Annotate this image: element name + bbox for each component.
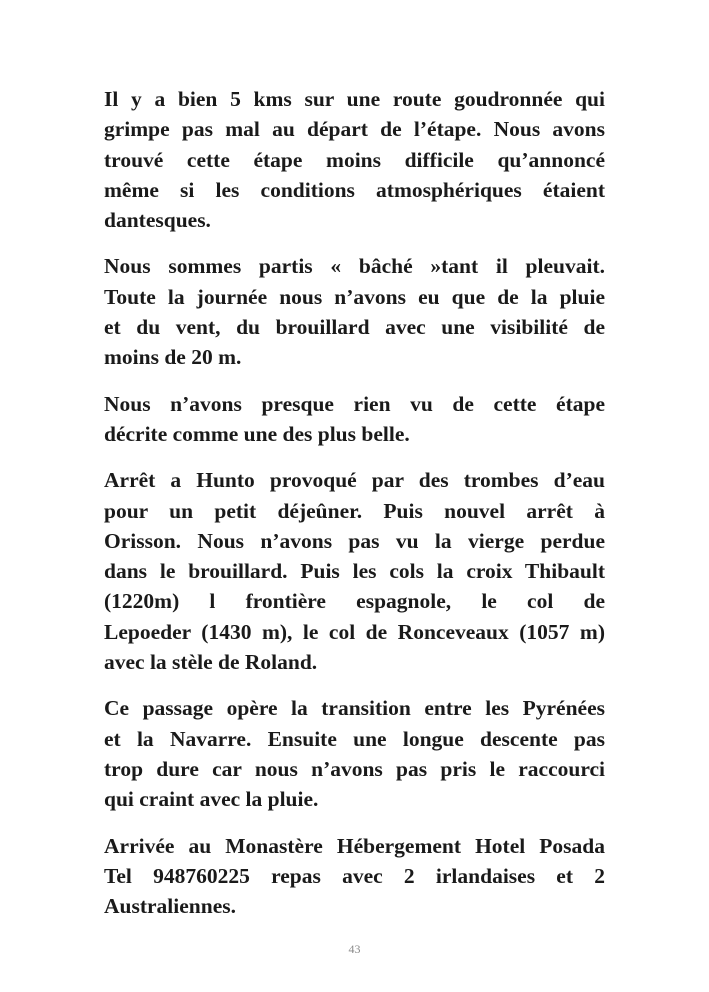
text-line: et la Navarre. Ensuite une longue descente pas (104, 726, 605, 751)
text-line: Tel 948760225 repas avec 2 irlandaises et 2 (104, 863, 605, 888)
text-line: trop dure car nous n’avons pas pris le raccourci (104, 756, 605, 781)
paragraph-6 (104, 831, 605, 922)
text-line: Toute la journée nous n’avons eu que de la pluie (104, 284, 605, 309)
text-line: dans le brouillard. Puis les cols la croix Thibault (104, 559, 605, 584)
text-line: Nous sommes partis « bâché »tant il pleuvait. (104, 254, 605, 279)
text-line: Arrivée au Monastère Hébergement Hotel Posada (104, 833, 605, 858)
text-line: Ce passage opère la transition entre les Pyrénées (104, 696, 605, 721)
text-line: pour un petit déjeûner. Puis nouvel arrêt à (104, 498, 605, 523)
text-line: (1220m) l frontière espagnole, le col de (104, 589, 605, 614)
text-line: Arrêt a Hunto provoqué par des trombes d’eau (104, 468, 605, 493)
text-line: Orisson. Nous n’avons pas vu la vierge perdue (104, 528, 605, 553)
text-line: qui craint avec la pluie. (104, 787, 319, 812)
paragraph-2 (104, 251, 605, 372)
paragraph-3 (104, 389, 605, 450)
paragraph-4 (104, 465, 605, 677)
body-text (104, 84, 605, 937)
text-line: Australiennes. (104, 894, 236, 919)
text-line: trouvé cette étape moins difficile qu’annoncé (104, 147, 605, 172)
text-line: grimpe pas mal au départ de l’étape. Nous avons (104, 117, 605, 142)
text-line: dantesques. (104, 208, 211, 233)
text-line: même si les conditions atmosphériques étaient (104, 177, 605, 202)
paragraph-5 (104, 693, 605, 814)
text-line: avec la stèle de Roland. (104, 650, 318, 675)
text-line: Nous n’avons presque rien vu de cette étape (104, 391, 605, 416)
text-line: Lepoeder (1430 m), le col de Ronceveaux (1057 m) (104, 619, 605, 644)
text-line: moins de 20 m. (104, 345, 242, 370)
paragraph-1 (104, 84, 605, 235)
text-line: décrite comme une des plus belle. (104, 421, 410, 446)
page-number: 43 (348, 942, 361, 956)
text-line: Il y a bien 5 kms sur une route goudronnée qui (104, 87, 605, 111)
text-line: et du vent, du brouillard avec une visibilité de (104, 315, 605, 340)
